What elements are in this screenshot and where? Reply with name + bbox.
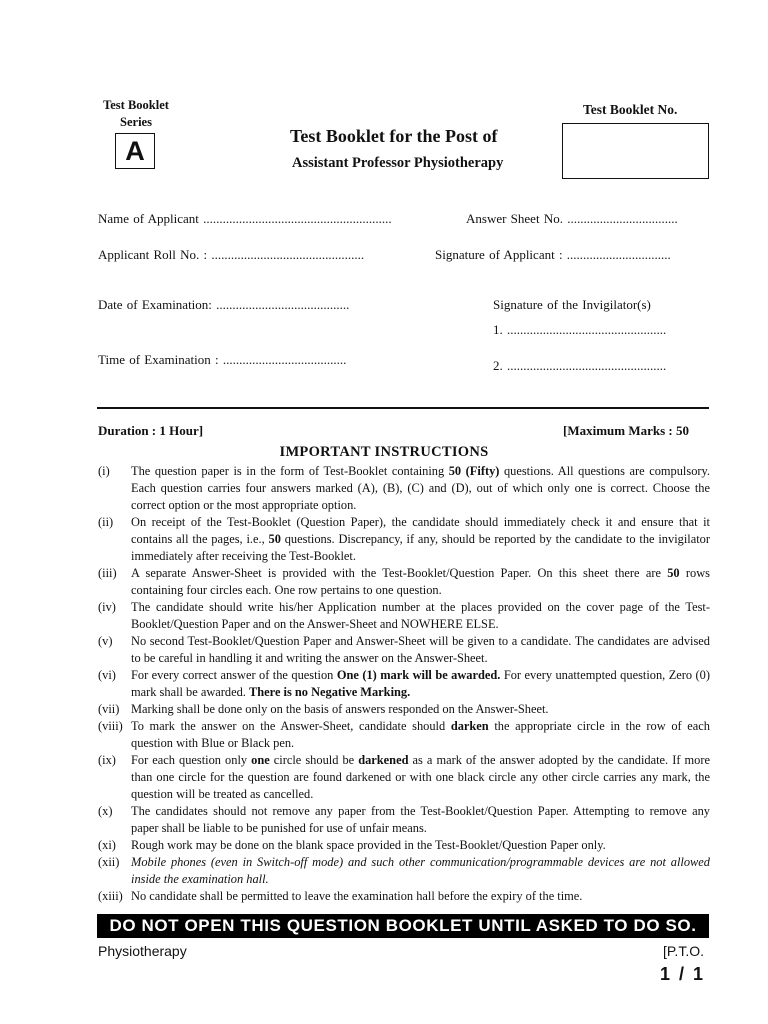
applicant-name-field: Name of Applicant .......................................................... [98,211,392,226]
instruction-segment: The question paper is in the form of Test-Booklet containing [131,464,449,478]
instruction-number: (iv) [98,600,116,614]
instruction-item [98,701,710,718]
instruction-item [98,888,710,905]
instruction-segment: The candidate should write his/her Application number at the places provided on the cover page of the Test-Booklet/Question Paper and on the Answer-Sheet and NOWHERE ELSE. [131,600,710,631]
instruction-number: (v) [98,634,113,648]
instruction-item [98,565,710,599]
invigilator-signature-label: Signature of the Invigilator(s) [493,297,651,312]
instruction-number: (xiii) [98,889,123,903]
booklet-number-box [562,123,709,179]
instruction-text [131,837,710,854]
duration: Duration : 1 Hour] [98,423,204,438]
instruction-number: (iii) [98,566,117,580]
instruction-segment: No candidate shall be permitted to leave the examination hall before the expiry of the time. [131,889,583,903]
instruction-emphasis: one [251,753,270,767]
instruction-emphasis: 50 [268,532,281,546]
instruction-item [98,463,710,514]
booklet-title: Test Booklet for the Post of [290,126,498,146]
instruction-emphasis: One (1) mark will be awarded. [336,668,501,682]
instruction-segment: On receipt of the Test-Booklet (Question Paper), the candidate should immediately check it and ensure that it contains all the pages, i.e., [131,515,710,546]
instruction-text [131,888,710,905]
warning-banner: DO NOT OPEN THIS QUESTION BOOKLET UNTIL ASKED TO DO SO. [97,914,709,938]
instruction-emphasis: 50 (Fifty) [448,464,500,478]
exam-time-field: Time of Examination : ...................................... [98,352,347,367]
instruction-text [131,718,710,752]
instruction-segment: rows containing four circles each. One row pertains to one question. [131,566,710,597]
instruction-item [98,803,710,837]
instruction-item [98,599,710,633]
instruction-segment: The candidates should not remove any paper from the Test-Booklet/Question Paper. Attempting to remove any paper shall be liable to be punished for use of unfair means. [131,804,710,835]
series-label [96,97,176,131]
instruction-number: (viii) [98,719,123,733]
series-value-box: A [115,133,155,169]
instruction-text [131,803,710,837]
instruction-segment: For every unattempted question, Zero (0) mark shall be awarded. [131,668,711,699]
instruction-number: (ii) [98,515,114,529]
instruction-text [131,633,710,667]
exam-date-field: Date of Examination: ......................................... [98,297,350,312]
instruction-text [131,701,710,718]
instruction-number: (ix) [98,753,116,767]
instruction-number: (i) [98,464,110,478]
post-subtitle: Assistant Professor Physiotherapy [292,155,504,171]
applicant-signature-field: Signature of Applicant : ................................ [435,247,671,262]
instruction-segment: as a mark of the answer adopted by the candidate. If more than one circle for the question are found darkened or with one black circle any other circle carries any mark, the question will be treated as cancelled. [131,753,710,801]
instruction-text [131,463,710,514]
instruction-item [98,514,710,565]
instruction-segment: No second Test-Booklet/Question Paper and Answer-Sheet will be given to a candidate. The candidates are advised to be careful in handling it and writing the answer on the Answer-Sheet. [131,634,710,665]
series-label-line2: Series [120,115,152,129]
instruction-emphasis: There is no Negative Marking. [249,685,411,699]
instruction-text [131,752,710,803]
instruction-number: (vi) [98,668,116,682]
subject-name: Physiotherapy [98,943,187,959]
invigilator-signature-2: 2. ................................................. [493,358,667,373]
instruction-segment: Rough work may be done on the blank space provided in the Test-Booklet/Question Paper only. [131,838,606,852]
instruction-segment: the appropriate circle in the row of each question with Blue or Black pen. [131,719,710,750]
instruction-segment: Mobile phones (even in Switch-off mode) and such other communication/programmable devices are not allowed inside the examination hall. [131,855,710,886]
instruction-number: (vii) [98,702,120,716]
roll-number-field: Applicant Roll No. : ............................................... [98,247,365,262]
maximum-marks: [Maximum Marks : 50 [563,423,690,438]
series-label-line1: Test Booklet [103,98,169,112]
instruction-segment: For each question only [131,753,252,767]
instruction-text [131,667,710,701]
instruction-item [98,633,710,667]
invigilator-signature-1: 1. ................................................. [493,322,667,337]
instruction-text [131,854,710,888]
instruction-item [98,837,710,854]
instruction-number: (xi) [98,838,116,852]
instruction-emphasis: darkened [358,753,409,767]
answer-sheet-number-field: Answer Sheet No. .................................. [466,211,678,226]
instruction-number: (x) [98,804,113,818]
instruction-segment: Marking shall be done only on the basis of answers responded on the Answer-Sheet. [131,702,549,716]
instruction-segment: questions. All questions are compulsory. Each question carries four answers marked (A), (B), (C) and (D), out of which only one is correct. Choose the correct option or the most appropriate option. [131,464,710,512]
divider [97,407,709,409]
instruction-text [131,565,710,599]
instructions-list [98,463,710,905]
instruction-number: (xii) [98,855,120,869]
instruction-emphasis: 50 [667,566,680,580]
booklet-number-label: Test Booklet No. [583,102,678,117]
pto-label: [P.T.O. [663,943,704,959]
instruction-text [131,599,710,633]
instruction-item [98,667,710,701]
instruction-segment: questions. Discrepancy, if any, should be reported by the candidate to the invigilator immediately after receiving the Test-Booklet. [131,532,710,563]
instruction-segment: A separate Answer-Sheet is provided with the Test-Booklet/Question Paper. On this sheet there are [131,566,668,580]
instruction-emphasis: darken [450,719,489,733]
instructions-heading: IMPORTANT INSTRUCTIONS [279,444,489,460]
instruction-item [98,854,710,888]
instruction-text [131,514,710,565]
instruction-item [98,752,710,803]
instruction-item [98,718,710,752]
page-number: 1 / 1 [660,964,706,984]
instruction-segment: For every correct answer of the question [131,668,337,682]
instruction-segment: To mark the answer on the Answer-Sheet, candidate should [131,719,451,733]
instruction-segment: circle should be [269,753,359,767]
